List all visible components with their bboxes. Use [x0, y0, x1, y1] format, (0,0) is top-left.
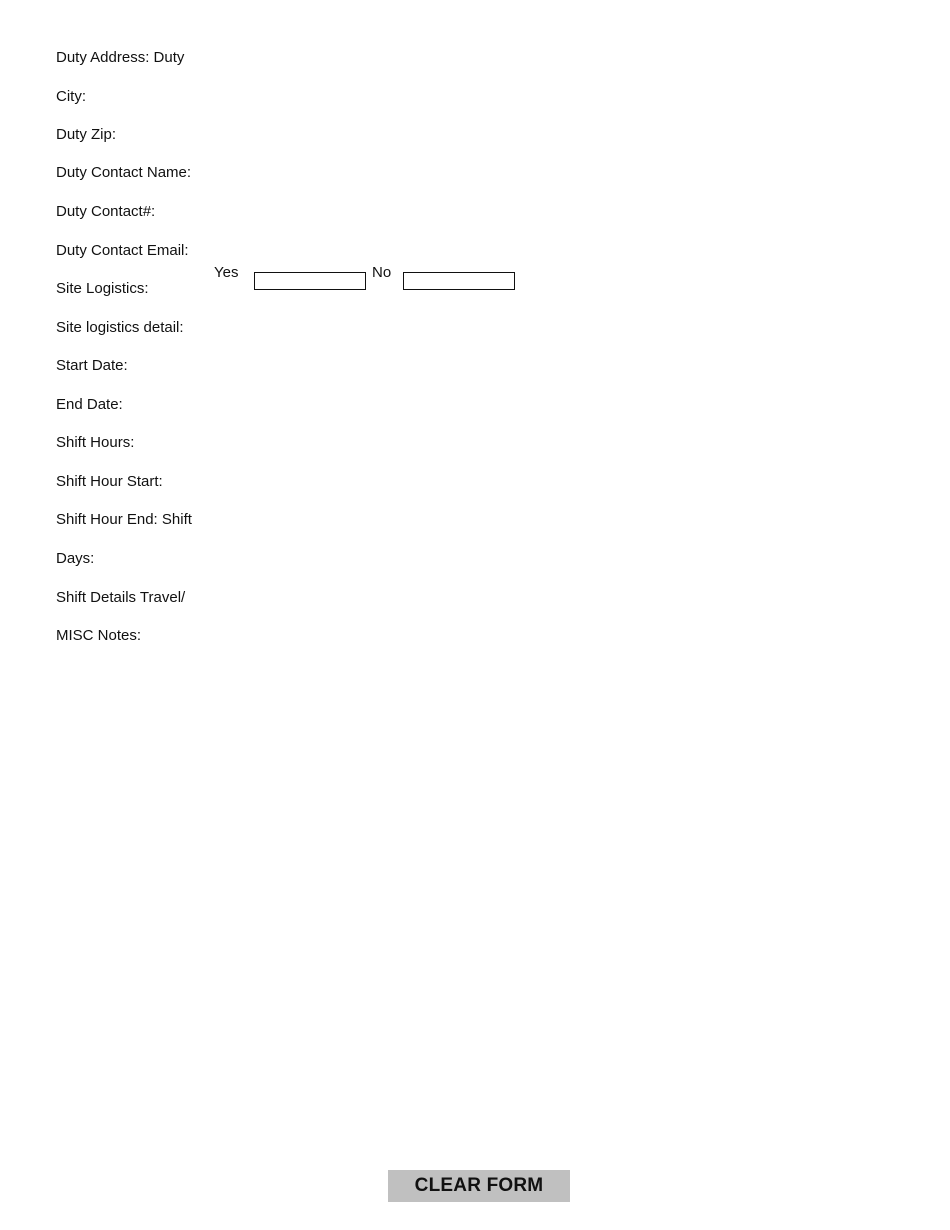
label-duty-contact-email: Duty Contact Email:	[56, 242, 189, 259]
label-site-logistics-detail: Site logistics detail:	[56, 319, 184, 336]
label-days: Days:	[56, 550, 95, 567]
label-duty-address: Duty Address: Duty	[56, 49, 185, 66]
clear-form-button[interactable]: CLEAR FORM	[388, 1170, 570, 1202]
label-shift-hour-start: Shift Hour Start:	[56, 473, 163, 490]
label-site-logistics: Site Logistics:	[56, 280, 149, 297]
site-logistics-yes-label: Yes	[214, 264, 239, 281]
label-shift-details-travel: Shift Details Travel/	[56, 589, 186, 606]
site-logistics-yes-field[interactable]	[254, 272, 366, 290]
label-shift-hour-end: Shift Hour End: Shift	[56, 511, 192, 528]
label-city: City:	[56, 88, 86, 105]
label-start-date: Start Date:	[56, 357, 128, 374]
label-end-date: End Date:	[56, 396, 123, 413]
label-duty-zip: Duty Zip:	[56, 126, 117, 143]
label-misc-notes: MISC Notes:	[56, 627, 142, 644]
label-duty-contact-name: Duty Contact Name:	[56, 164, 192, 181]
site-logistics-no-field[interactable]	[403, 272, 515, 290]
site-logistics-no-label: No	[372, 264, 392, 281]
label-duty-contact-number: Duty Contact#:	[56, 203, 156, 220]
label-shift-hours: Shift Hours:	[56, 434, 135, 451]
